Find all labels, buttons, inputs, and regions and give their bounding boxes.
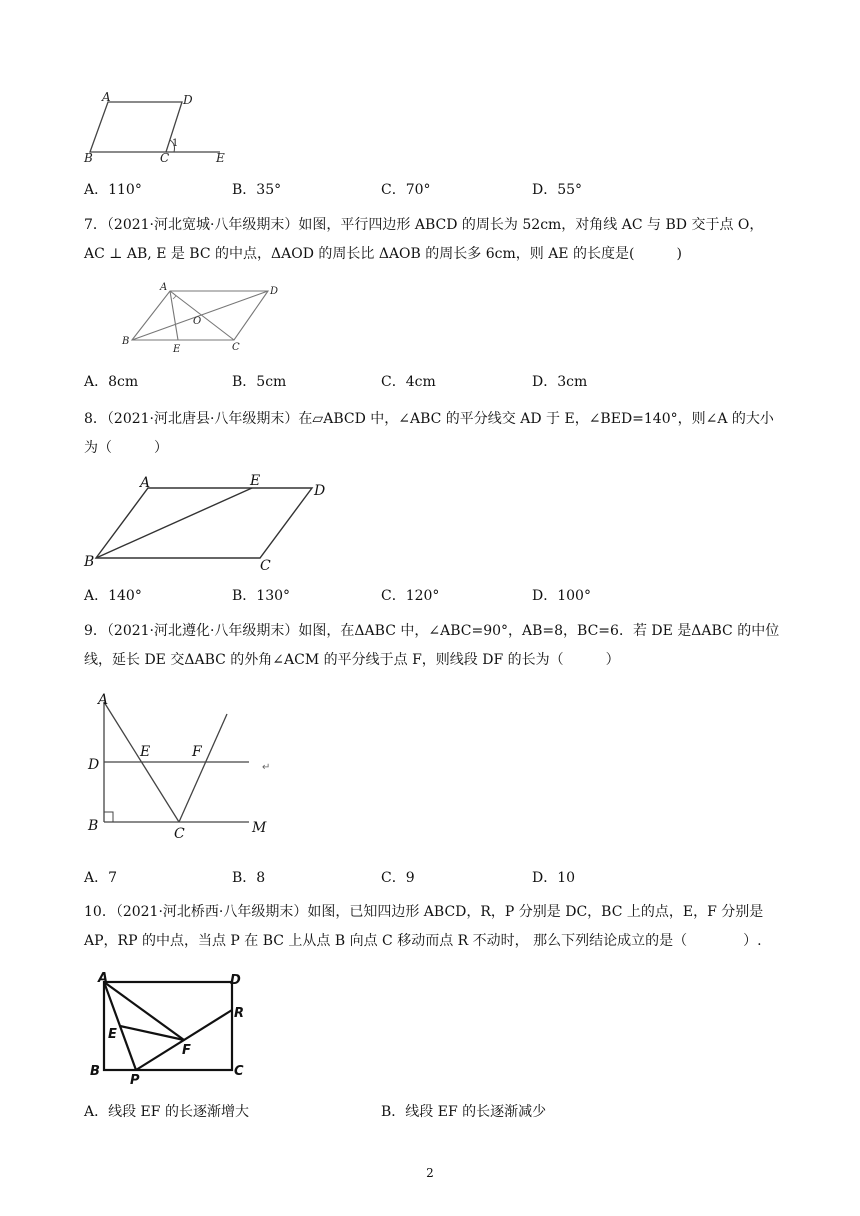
q7-option-a[interactable]: A．8cm [84, 374, 139, 390]
q8-figure [80, 468, 340, 574]
q8-label-d: D [314, 483, 326, 499]
q6-label-c: C [160, 151, 170, 165]
q7-label-c: C [232, 342, 240, 353]
page-number: 2 [426, 1166, 434, 1180]
q6-option-b[interactable]: B．35° [232, 182, 282, 198]
q6-label-e: E [216, 151, 225, 165]
q10-question-text: 10．（2021·河北桥西·八年级期末）如图，已知四边形 ABCD，R，P 分别是 DC，BC 上的点，E，F 分别是 AP，RP 的中点，当点 P 在 BC 上从点 B 向点 C 移动而点 R 不动时， 那么下列结论成立的是（ ）. [84, 904, 764, 949]
q8-option-b[interactable]: B．130° [232, 588, 291, 604]
q6-label-d: D [183, 93, 193, 107]
q10-label-d: D [230, 973, 241, 988]
q7-question-text: 7．（2021·河北宽城·八年级期末）如图，平行四边形 ABCD 的周长为 52cm，对角线 AC 与 BD 交于点 O，AC ⊥ AB, E 是 BC 的中点，ΔAOD 的周长比 ΔAOB 的周长多 6cm，则 AE 的长度是( ) [84, 217, 764, 262]
q6-label-b: B [84, 151, 93, 165]
q9-label-m: M [252, 820, 267, 836]
q10-label-e: E [108, 1027, 117, 1042]
q10-option-b[interactable]: B．线段 EF 的长逐渐减少 [381, 1104, 547, 1120]
q9-label-c: C [174, 826, 185, 842]
q7-figure [116, 280, 286, 356]
q8-label-a: A [140, 475, 151, 491]
q9-label-a: A [98, 692, 109, 708]
q10-label-f: F [182, 1043, 191, 1058]
q9-label-f: F [192, 744, 202, 760]
q8-option-d[interactable]: D．100° [532, 588, 591, 604]
q6-figure [80, 88, 240, 168]
q7-label-e: E [173, 344, 181, 355]
q6-option-a[interactable]: A．110° [84, 182, 142, 198]
q10-label-a: A [98, 971, 109, 986]
q10-label-b: B [90, 1064, 100, 1079]
q6-option-d[interactable]: D．55° [532, 182, 583, 198]
q7-label-o: O [193, 316, 202, 327]
q9-label-b: B [88, 818, 99, 834]
q9-option-c[interactable]: C．9 [381, 870, 415, 886]
q8-label-b: B [84, 554, 95, 570]
q10-label-p: P [130, 1073, 140, 1086]
q10-label-r: R [234, 1006, 245, 1021]
q7-option-b[interactable]: B．5cm [232, 374, 287, 390]
q6-label-1: 1 [172, 138, 179, 149]
q6-option-c[interactable]: C．70° [381, 182, 431, 198]
q7-label-b: B [122, 336, 130, 347]
q9-label-d: D [88, 757, 100, 773]
q9-question-text: 9．（2021·河北遵化·八年级期末）如图，在ΔABC 中，∠ABC=90°，AB=8，BC=6．若 DE 是ΔABC 的中位线，延长 DE 交ΔABC 的外角∠ACM 的平分线于点 F，则线段 DF 的长为（ ） [84, 623, 780, 668]
q10-option-a[interactable]: A．线段 EF 的长逐渐增大 [84, 1104, 249, 1120]
q7-label-a: A [160, 282, 168, 293]
q7-label-d: D [270, 286, 279, 297]
q8-question-text: 8．（2021·河北唐县·八年级期末）在▱ABCD 中，∠ABC 的平分线交 AD 于 E，∠BED=140°，则∠A 的大小为（ ） [84, 411, 774, 456]
q9-figure [84, 692, 284, 842]
q9-label-e: E [140, 744, 151, 760]
q7-option-c[interactable]: C．4cm [381, 374, 436, 390]
q7-option-d[interactable]: D．3cm [532, 374, 588, 390]
q8-label-c: C [260, 558, 271, 574]
q10-label-c: C [234, 1064, 244, 1079]
q10-figure [86, 962, 256, 1086]
q9-option-b[interactable]: B．8 [232, 870, 266, 886]
q8-option-a[interactable]: A．140° [84, 588, 142, 604]
q9-option-d[interactable]: D．10 [532, 870, 576, 886]
q6-label-a: A [102, 90, 111, 104]
q9-option-a[interactable]: A．7 [84, 870, 118, 886]
q8-option-c[interactable]: C．120° [381, 588, 440, 604]
q8-label-e: E [250, 473, 261, 489]
return-mark-icon: ↵ [262, 762, 271, 773]
